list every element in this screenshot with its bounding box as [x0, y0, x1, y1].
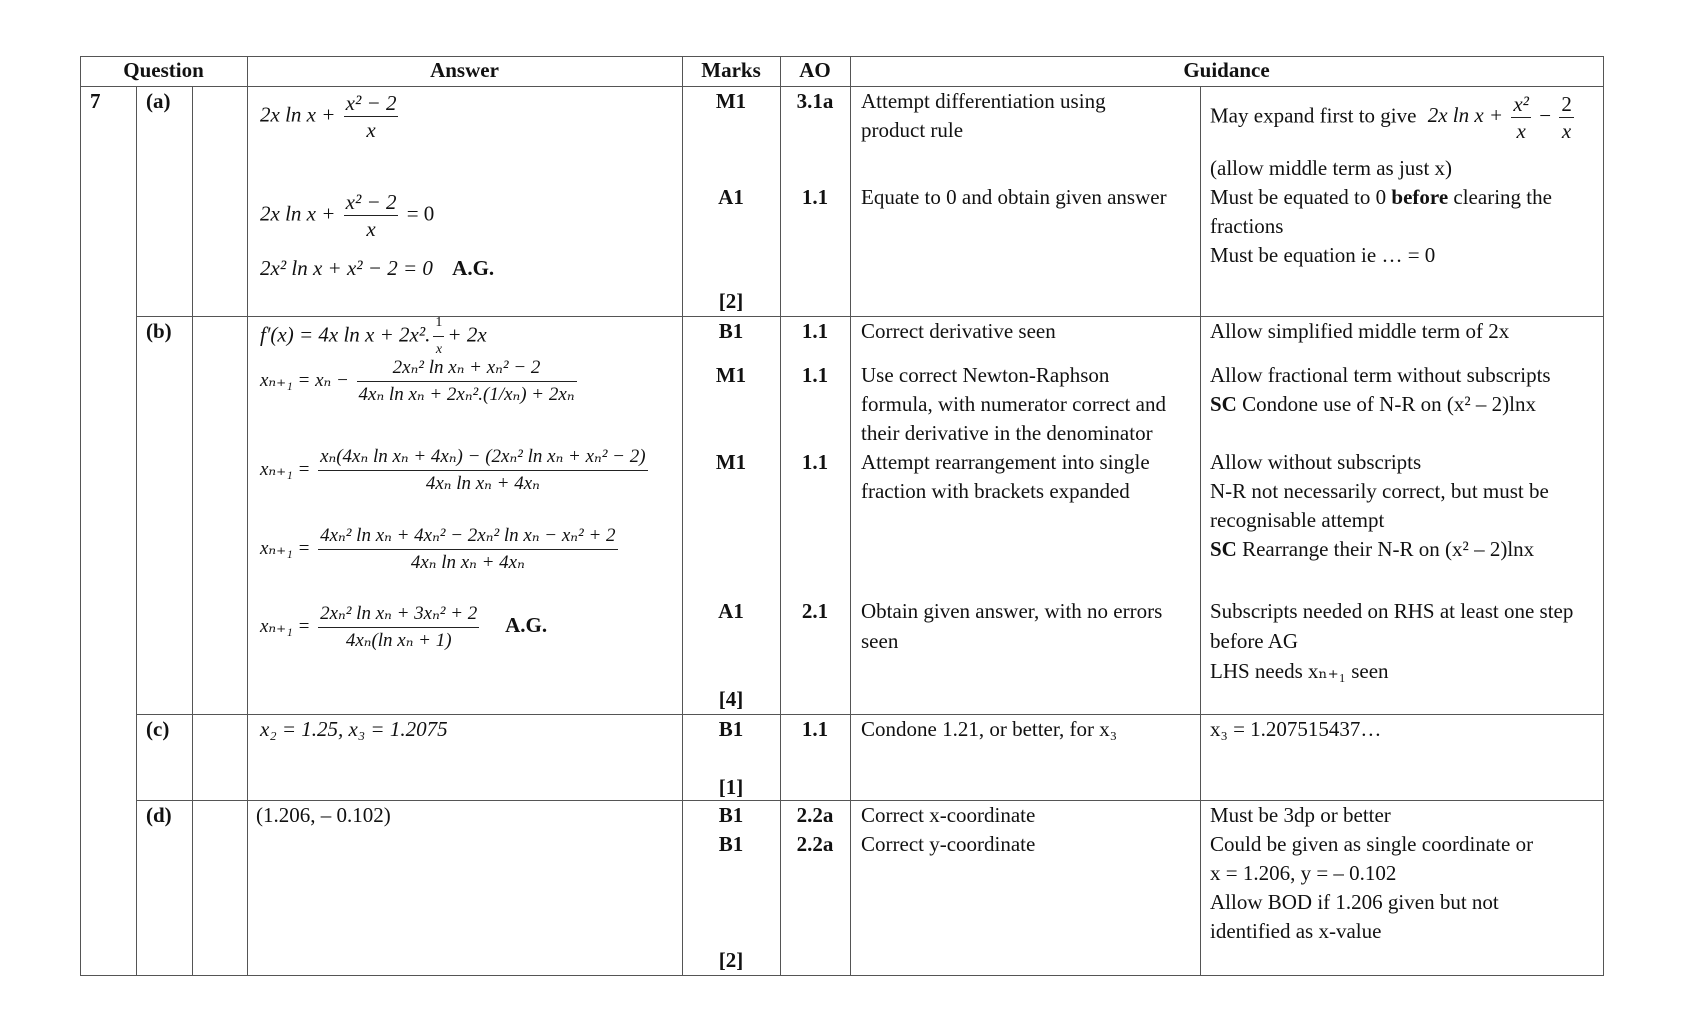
part-b-ao-2: 1.1	[801, 363, 829, 387]
part-b-guidance-3b: fraction with brackets expanded	[861, 479, 1130, 503]
part-b-note-4: Allow without subscripts	[1210, 450, 1422, 474]
part-d-guidance-1: Correct x-coordinate	[861, 803, 1036, 827]
header-question: Question	[123, 58, 204, 82]
part-b-label: (b)	[146, 319, 172, 343]
col-line-left	[80, 56, 81, 976]
header-answer: Answer	[430, 58, 499, 82]
part-a-note-1: May expand first to give 2x ln x + $\frac{\text{x²}}{x}$ − $\frac{2}{x}$	[1210, 92, 1572, 143]
part-a-guidance-1: Attempt differentiation using	[861, 89, 1106, 113]
part-b-mark-1: B1	[718, 319, 744, 343]
part-b-note-10: LHS needs xₙ₊₁ seen	[1210, 659, 1389, 683]
header-guidance: Guidance	[1183, 58, 1270, 82]
col-line-right	[1603, 56, 1604, 976]
part-b-mark-4: A1	[718, 599, 744, 623]
part-b-guidance-3a: Attempt rearrangement into single	[861, 450, 1150, 474]
part-b-guidance-4a: Obtain given answer, with no errors	[861, 599, 1163, 623]
part-a-ao-2: 1.1	[801, 185, 829, 209]
part-b-answer-1: f′(x) = 4x ln x + 2x². $\frac{1}{x}$ + 2x	[260, 310, 487, 363]
part-a-note-4: fractions	[1210, 214, 1284, 238]
part-b-answer-5: xₙ₊₁ = $\frac{\text{2xₙ² ln xₙ + 3xₙ² + 2}}{\text{4xₙ(ln xₙ + 1)}}$ A.G.	[260, 603, 548, 651]
part-a-answer-3: 2x² ln x + x² − 2 = 0 A.G.	[260, 256, 495, 280]
part-b-answer-2: xₙ₊₁ = xₙ − $\frac{\text{2xₙ² ln xₙ + xₙ² − 2}}{\text{4xₙ ln xₙ + 2xₙ².(1/xₙ) + 2xₙ}}$	[260, 357, 575, 405]
part-d-note-1: Must be 3dp or better	[1210, 803, 1391, 827]
part-b-guidance-1: Correct derivative seen	[861, 319, 1056, 343]
part-b-note-3: SC Condone use of N-R on (x² – 2)lnx	[1210, 392, 1536, 416]
part-a-ao-1: 3.1a	[796, 89, 834, 113]
part-d-total: [2]	[718, 948, 744, 972]
part-d-mark-2: B1	[718, 832, 744, 856]
part-a-answer-1: 2x ln x + $\frac{\text{x² − 2}}{x}$	[260, 91, 397, 142]
part-a-total: [2]	[718, 289, 744, 313]
part-a-guidance-2: Equate to 0 and obtain given answer	[861, 185, 1167, 209]
part-b-note-5: N-R not necessarily correct, but must be	[1210, 479, 1549, 503]
part-d-ao-2: 2.2a	[796, 832, 834, 856]
part-b-ao-3: 1.1	[801, 450, 829, 474]
part-d-guidance-2: Correct y-coordinate	[861, 832, 1036, 856]
part-b-answer-4: xₙ₊₁ = $\frac{\text{4xₙ² ln xₙ + 4xₙ² − 2xₙ² ln xₙ − xₙ² + 2}}{\text{4xₙ ln xₙ + 4xₙ}}$	[260, 525, 616, 573]
part-d-note-5: identified as x-value	[1210, 919, 1382, 943]
part-b-note-8: Subscripts needed on RHS at least one step	[1210, 599, 1574, 623]
part-b-note-9: before AG	[1210, 629, 1299, 653]
part-a-label: (a)	[146, 89, 171, 113]
part-d-label: (d)	[146, 803, 172, 827]
part-c-note: x₃ = 1.207515437…	[1210, 717, 1382, 741]
col-line-ao	[850, 56, 851, 976]
part-d-mark-1: B1	[718, 803, 744, 827]
header-ao: AO	[799, 58, 831, 82]
part-b-mark-2: M1	[715, 363, 747, 387]
col-line-qpart	[192, 86, 193, 976]
part-b-note-6: recognisable attempt	[1210, 508, 1385, 532]
part-a-note-3: Must be equated to 0 before clearing the	[1210, 185, 1552, 209]
part-b-note-2: Allow fractional term without subscripts	[1210, 363, 1551, 387]
part-c-ao: 1.1	[801, 717, 829, 741]
question-number: 7	[90, 89, 101, 113]
part-d-ao-1: 2.2a	[796, 803, 834, 827]
part-b-mark-3: M1	[715, 450, 747, 474]
col-line-guidance-split	[1200, 86, 1201, 976]
part-b-total: [4]	[718, 687, 744, 711]
part-b-note-1: Allow simplified middle term of 2x	[1210, 319, 1510, 343]
part-a-mark-2: A1	[718, 185, 744, 209]
part-b-note-7: SC Rearrange their N-R on (x² – 2)lnx	[1210, 537, 1535, 561]
part-b-ao-4: 2.1	[801, 599, 829, 623]
part-b-guidance-2a: Use correct Newton-Raphson	[861, 363, 1110, 387]
part-a-note-2: (allow middle term as just x)	[1210, 156, 1453, 180]
header-marks: Marks	[701, 58, 761, 82]
part-a-mark-1: M1	[715, 89, 747, 113]
part-d-note-2: Could be given as single coordinate or	[1210, 832, 1534, 856]
part-a-answer-2: 2x ln x + $\frac{\text{x² − 2}}{x}$ = 0	[260, 190, 435, 241]
part-b-guidance-2c: their derivative in the denominator	[861, 421, 1153, 445]
part-c-answer: x₂ = 1.25, x₃ = 1.2075	[260, 717, 448, 741]
part-b-guidance-2b: formula, with numerator correct and	[861, 392, 1166, 416]
part-b-answer-3: xₙ₊₁ = $\frac{\text{xₙ(4xₙ ln xₙ + 4xₙ) − (2xₙ² ln xₙ + xₙ² − 2)}}{\text{4xₙ ln xₙ + 4xₙ}}$	[260, 446, 646, 494]
part-a-note-5: Must be equation ie … = 0	[1210, 243, 1436, 267]
part-d-answer: (1.206, – 0.102)	[256, 803, 391, 827]
part-c-mark: B1	[718, 717, 744, 741]
col-line-question	[247, 56, 248, 976]
table-border-bottom	[80, 975, 1604, 976]
part-d-note-3: x = 1.206, y = – 0.102	[1210, 861, 1397, 885]
part-c-total: [1]	[718, 775, 744, 799]
part-c-guidance: Condone 1.21, or better, for x₃	[861, 717, 1118, 741]
mark-scheme-table	[80, 56, 1604, 976]
part-b-ao-1: 1.1	[801, 319, 829, 343]
part-d-note-4: Allow BOD if 1.206 given but not	[1210, 890, 1499, 914]
col-line-qnum	[136, 86, 137, 976]
part-b-guidance-4b: seen	[861, 629, 899, 653]
part-a-guidance-1b: product rule	[861, 118, 964, 142]
part-c-label: (c)	[146, 717, 170, 741]
